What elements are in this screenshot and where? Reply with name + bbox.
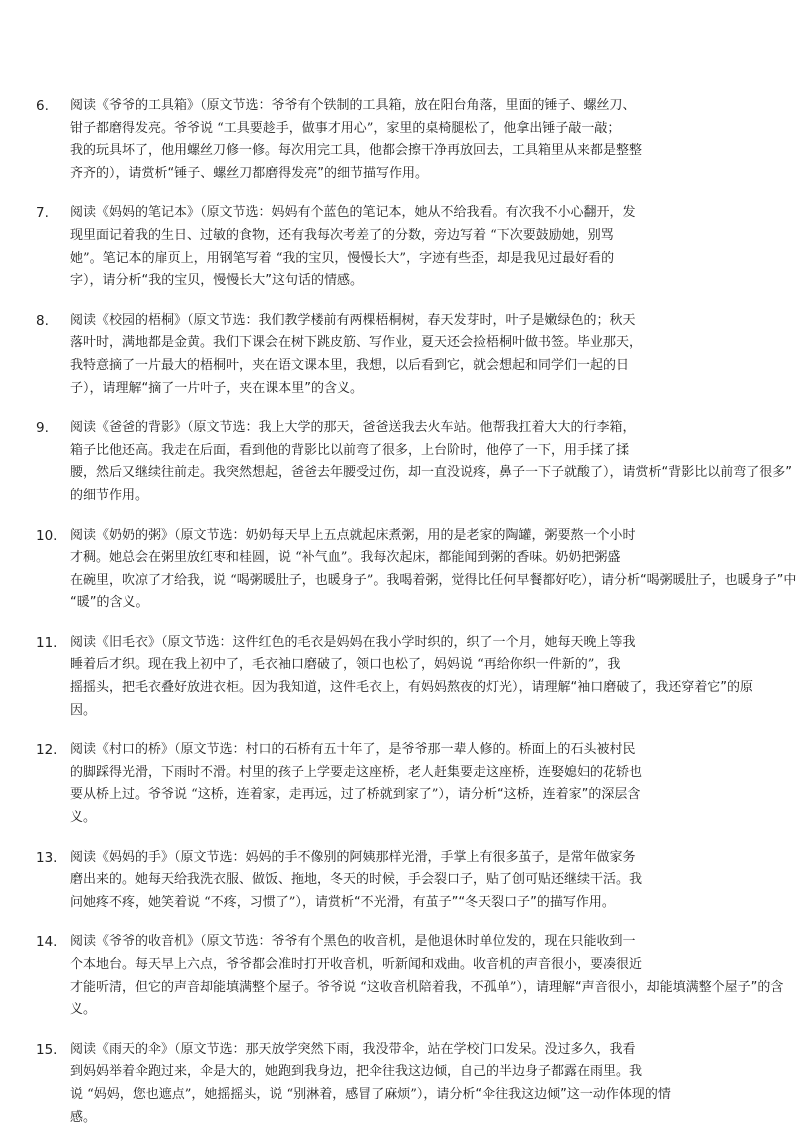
prompt-text: 的细节作用。 bbox=[70, 487, 149, 503]
prompt-text: 阅读《妈妈的笔记本》（原文节选： bbox=[70, 205, 272, 221]
question-item bbox=[36, 847, 800, 915]
excerpt-text: 要从桥上过。爷爷说 “这桥，连着家，走再远，过了桥就到家了”） bbox=[70, 787, 445, 803]
excerpt-text: 现里面记着我的生日、过敏的食物，还有我每次考差了的分数，旁边写着 “下次要鼓励她，别骂 bbox=[70, 227, 614, 243]
prompt-text: ，请分析“伞往我这边倾”这一动作体现的情 bbox=[423, 1086, 671, 1102]
text-line bbox=[70, 999, 800, 1022]
prompt-text: ，请分析“这桥，连着家”的深层含 bbox=[444, 787, 641, 803]
excerpt-text: 睡着后才织。现在我上初中了，毛衣袖口磨破了，领口也松了，妈妈说 “再给你织一件新的”，我 bbox=[70, 657, 621, 673]
text-line bbox=[70, 202, 800, 225]
question-number: 7. bbox=[36, 205, 49, 222]
text-line bbox=[70, 225, 800, 248]
text-line bbox=[70, 440, 800, 463]
prompt-text: 阅读《爷爷的工具箱》（原文节选： bbox=[70, 98, 272, 113]
text-line bbox=[70, 1061, 800, 1084]
text-line bbox=[70, 417, 800, 440]
excerpt-text: 奶奶每天早上五点就起床煮粥，用的是老家的陶罐，粥要熬一个小时 bbox=[245, 527, 636, 543]
text-line bbox=[70, 525, 800, 548]
excerpt-text: 她”。笔记本的扉页上，用钢笔写着 “我的宝贝，慢慢长大”，字迹有些歪，却是我见过最好看的 bbox=[70, 250, 615, 266]
excerpt-text: 钳子都磨得发亮。爷爷说 “工具要趁手，做事才用心”，家里的桌椅腿松了，他拿出锤子敲一敲； bbox=[70, 120, 621, 136]
excerpt-text: 磨出来的。她每天给我洗衣服、做饭、拖地，冬天的时候，手会裂口子，贴了创可贴还继续干活。我 bbox=[70, 872, 643, 888]
prompt-text: ，请赏析“背影比以前弯了很多” bbox=[609, 465, 792, 481]
excerpt-text: 村口的石桥有五十年了，是爷爷那一辈人修的。桥面上的石头被村民 bbox=[245, 742, 636, 758]
text-line bbox=[70, 378, 800, 401]
text-line bbox=[70, 95, 800, 118]
text-line bbox=[70, 847, 800, 870]
excerpt-text: 的脚踩得光滑，下雨时不滑。村里的孩子上学要走这座桥，老人赶集要走这座桥，连娶媳妇的花轿也 bbox=[70, 764, 643, 780]
prompt-text: 阅读《奶奶的粥》（原文节选： bbox=[70, 527, 246, 543]
prompt-text: 因。 bbox=[70, 702, 97, 718]
excerpt-text: 我特意摘了一片最大的梧桐叶，夹在语文课本里，我想，以后看到它，就会想起和同学们一起的日 bbox=[70, 357, 630, 373]
excerpt-text: 我上大学的那天，爸爸送我去火车站。他帮我扛着大大的行李箱， bbox=[258, 420, 636, 436]
text-line bbox=[70, 570, 800, 593]
question-item bbox=[36, 632, 800, 722]
question-item bbox=[36, 95, 800, 185]
text-line bbox=[70, 869, 800, 892]
question-text bbox=[70, 95, 800, 185]
text-line bbox=[70, 462, 800, 485]
text-line bbox=[70, 163, 800, 186]
excerpt-text: 爷爷有个黑色的收音机，是他退休时单位发的，现在只能收到一 bbox=[271, 934, 636, 950]
text-line bbox=[70, 700, 800, 723]
question-text bbox=[70, 632, 800, 722]
excerpt-text: 子） bbox=[70, 380, 90, 396]
question-number: 9. bbox=[36, 420, 49, 437]
question-item bbox=[36, 310, 800, 400]
question-number: 10. bbox=[36, 527, 58, 544]
question-item bbox=[36, 417, 800, 507]
text-line bbox=[70, 977, 800, 1000]
excerpt-text: 问她疼不疼，她笑着说 “不疼，习惯了”） bbox=[70, 894, 302, 910]
question-list bbox=[36, 95, 800, 1132]
excerpt-text: 个本地台。每天早上六点，爷爷都会准时打开收音机，听新闻和戏曲。收音机的声音很小，要凑很近 bbox=[70, 957, 643, 972]
excerpt-text: 落叶时，满地都是金黄。我们下课会在树下跳皮筋、写作业，夏天还会捡梧桐叶做书签。毕业那天， bbox=[70, 335, 643, 351]
excerpt-text: 我的玩具坏了，他用螺丝刀修一修。每次用完工具，他都会擦干净再放回去，工具箱里从来都是整整 bbox=[70, 143, 643, 159]
excerpt-text: 在碗里，吹凉了才给我，说 “喝粥暖肚子，也暖身子”。我喝着粥，觉得比任何早餐都好吃） bbox=[70, 572, 588, 588]
text-line bbox=[70, 118, 800, 141]
question-text bbox=[70, 417, 800, 507]
text-line bbox=[70, 762, 800, 785]
question-text bbox=[70, 739, 800, 829]
text-line bbox=[70, 784, 800, 807]
excerpt-text: 妈妈有个蓝色的笔记本，她从不给我看。有次我不小心翻开，发 bbox=[271, 205, 636, 221]
prompt-text: ，请赏析“不光滑，有茧子”“冬天裂口子”的描写作用。 bbox=[301, 894, 615, 910]
question-item bbox=[36, 525, 800, 615]
question-number: 13. bbox=[36, 849, 58, 866]
text-line bbox=[70, 954, 800, 977]
excerpt-text: 才稠。她总会在粥里放红枣和桂圆，说 “补气血”。我每次起床，都能闻到粥的香味。奶奶把粥盛 bbox=[70, 550, 621, 566]
text-line bbox=[70, 632, 800, 655]
excerpt-text: 这件红色的毛衣是妈妈在我小学时织的，织了一个月，她每天晚上等我 bbox=[232, 634, 636, 650]
prompt-text: 阅读《妈妈的手》（原文节选： bbox=[70, 849, 246, 865]
excerpt-text: 摇摇头，把毛衣叠好放进衣柜。因为我知道，这件毛衣上，有妈妈熬夜的灯光） bbox=[70, 680, 519, 696]
question-number: 12. bbox=[36, 742, 58, 759]
prompt-text: ，请理解“声音很小，却能填满整个屋子”的含 bbox=[522, 979, 784, 995]
question-text bbox=[70, 847, 800, 915]
excerpt-text: 齐齐的） bbox=[70, 165, 116, 181]
question-number: 15. bbox=[36, 1041, 58, 1058]
question-number: 14. bbox=[36, 934, 58, 951]
excerpt-text: 字） bbox=[70, 273, 90, 289]
text-line bbox=[70, 485, 800, 508]
prompt-text: 感。 bbox=[70, 1109, 97, 1125]
prompt-text: 阅读《雨天的伞》（原文节选： bbox=[70, 1041, 246, 1057]
excerpt-text: 我们教学楼前有两棵梧桐树，春天发芽时，叶子是嫩绿色的；秋天 bbox=[258, 312, 636, 328]
question-text bbox=[70, 202, 800, 292]
text-line bbox=[70, 270, 800, 293]
prompt-text: ，请分析“我的宝贝，慢慢长大”这句话的情感。 bbox=[89, 273, 363, 289]
text-line bbox=[70, 332, 800, 355]
question-item bbox=[36, 931, 800, 1021]
text-line bbox=[70, 654, 800, 677]
excerpt-text: 爷爷有个铁制的工具箱，放在阳台角落，里面的锤子、螺丝刀、 bbox=[271, 98, 636, 113]
prompt-text: ，请理解“摘了一片叶子，夹在课本里”的含义。 bbox=[89, 380, 363, 396]
text-line bbox=[70, 248, 800, 271]
text-line bbox=[70, 1039, 800, 1062]
prompt-text: 义。 bbox=[70, 1002, 97, 1018]
text-line bbox=[70, 892, 800, 915]
question-item bbox=[36, 739, 800, 829]
question-number: 8. bbox=[36, 312, 49, 329]
prompt-text: “暖”的含义。 bbox=[70, 595, 149, 611]
text-line bbox=[70, 739, 800, 762]
prompt-text: ，请分析“喝粥暖肚子，也暖身子”中 bbox=[587, 572, 797, 588]
excerpt-text: 说 “妈妈，您也遮点”，她摇摇头，说 “别淋着，感冒了麻烦”） bbox=[70, 1086, 424, 1102]
excerpt-text: 那天放学突然下雨，我没带伞，站在学校门口发呆。没过多久，我看 bbox=[245, 1041, 636, 1057]
excerpt-text: 腰，然后又继续往前走。我突然想起，爸爸去年腰受过伤，却一直没说疼，鼻子一下子就酸了） bbox=[70, 465, 610, 481]
text-line bbox=[70, 592, 800, 615]
text-line bbox=[70, 547, 800, 570]
prompt-text: ，请赏析“锤子、螺丝刀都磨得发亮”的细节描写作用。 bbox=[115, 165, 428, 181]
question-text bbox=[70, 525, 800, 615]
question-item bbox=[36, 1039, 800, 1129]
excerpt-text: 妈妈的手不像别的阿姨那样光滑，手掌上有很多茧子，是常年做家务 bbox=[245, 849, 636, 865]
question-text bbox=[70, 1039, 800, 1129]
prompt-text: 阅读《爷爷的收音机》（原文节选： bbox=[70, 934, 272, 950]
text-line bbox=[70, 1084, 800, 1107]
question-text bbox=[70, 310, 800, 400]
text-line bbox=[70, 807, 800, 830]
text-line bbox=[70, 355, 800, 378]
text-line bbox=[70, 677, 800, 700]
text-line bbox=[70, 140, 800, 163]
text-line bbox=[70, 931, 800, 954]
excerpt-text: 箱子比他还高。我走在后面，看到他的背影比以前弯了很多，上台阶时，他停了一下，用手揉了揉 bbox=[70, 442, 630, 458]
text-line bbox=[70, 310, 800, 333]
question-number: 6. bbox=[36, 98, 49, 114]
question-item bbox=[36, 202, 800, 292]
prompt-text: 阅读《爸爸的背影》（原文节选： bbox=[70, 420, 259, 436]
prompt-text: 阅读《旧毛衣》（原文节选： bbox=[70, 634, 233, 650]
excerpt-text: 到妈妈举着伞跑过来，伞是大的，她跑到我身边，把伞往我这边倾，自己的半边身子都露在雨里。我 bbox=[70, 1064, 643, 1080]
question-text bbox=[70, 931, 800, 1021]
question-number: 11. bbox=[36, 634, 58, 651]
text-line bbox=[70, 1107, 800, 1130]
prompt-text: 阅读《村口的桥》（原文节选： bbox=[70, 742, 246, 758]
prompt-text: ，请理解“袖口磨破了，我还穿着它”的原 bbox=[518, 680, 753, 696]
excerpt-text: 才能听清，但它的声音却能填满整个屋子。爷爷说 “这收音机陪着我，不孤单”） bbox=[70, 979, 523, 995]
prompt-text: 义。 bbox=[70, 810, 97, 826]
prompt-text: 阅读《校园的梧桐》（原文节选： bbox=[70, 312, 259, 328]
